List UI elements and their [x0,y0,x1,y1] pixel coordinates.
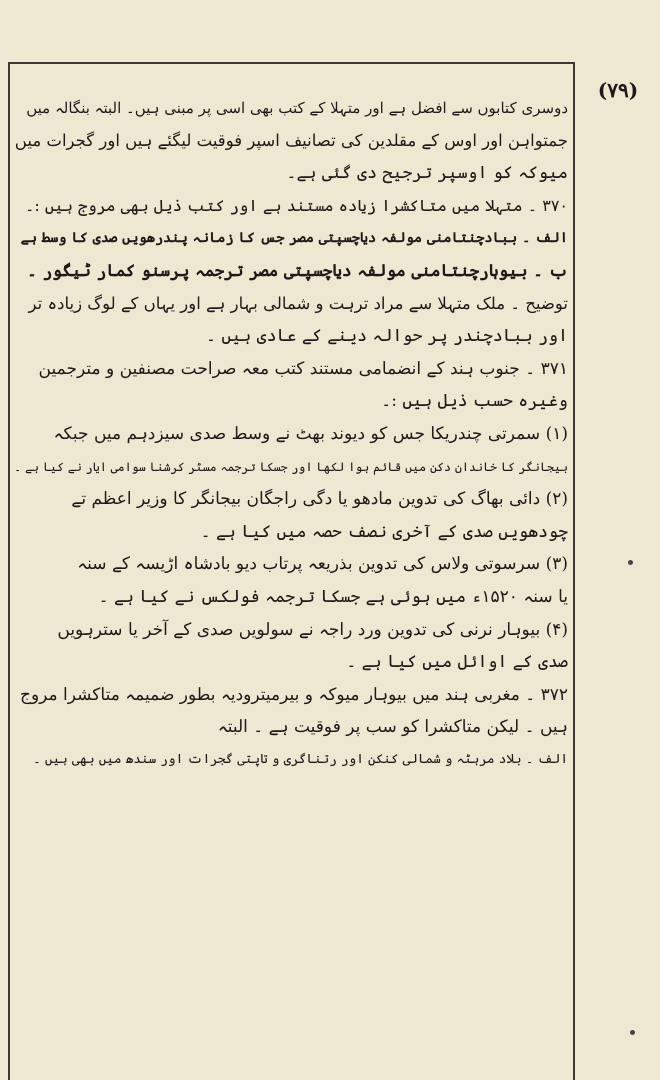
page-number: (۷۹) [597,78,639,102]
text-line: میوکہ کو اوسپر ترجیح دی گئی ہے۔ [286,163,568,184]
text-line: صدی کے اوائل میں کیا ہے ۔ [346,652,568,673]
text-line: ہیں ۔ لیکن متاکشرا کو سب پر فوقیت ہے ۔ البتہ [217,717,568,738]
text-line: ۳۷۰ ۔ متہلا میں متاکشرا زیادہ مستند ہے اور کتب ذیل بھی مروج ہیں :۔ [25,195,568,215]
text-line: ب ۔ بیوہارچنتامنی مولفہ دیاچسپتی مصر ترجمہ پرسنو کمار ٹیگور ۔ [27,260,568,280]
margin-dot [630,1030,635,1035]
text-line: ۳۷۲ ۔ مغربی ہند میں بیوہار میوکہ و بیرمیترودیہ بطور ضمیمہ متاکشرا مروج [19,684,568,705]
text-line: اور ببادچندر پر حوالہ دینے کے عادی ہیں ۔ [206,326,568,347]
text-line: (۳) سرسوتی ولاس کی تدوین بذریعہ پرتاب دیو بادشاہ اڑیسہ کے سنہ [77,554,568,575]
body-text [14,92,568,776]
text-line: وغیرہ حسب ذیل ہیں :۔ [381,391,568,412]
text-line: (۱) سمرتی چندریکا جس کو دیوند بھٹ نے وسط صدی سیزدہم میں جبکہ [53,423,568,444]
margin-divider-rule [573,62,575,1080]
margin-dot [628,560,633,565]
text-line: توضیح ۔ ملک متہلا سے مراد ترہت و شمالی بہار ہے اور یہاں کے لوگ زیادہ تر [28,293,568,313]
text-line: چودھویں صدی کے آخری نصف حصہ میں کیا ہے ۔ [200,521,568,542]
text-line: جمتواہن اور اوس کے مقلدین کی تصانیف اسپر فوقیت لیگئے ہیں اور گجرات میں [14,130,568,150]
text-line: یا سنہ ۱۵۲۰ء میں ہوئی ہے جسکا ترجمہ فولکس نے کیا ہے ۔ [98,586,568,607]
text-line: الف ۔ ببادچنتامنی مولفہ دیاچسپتی مصر جس کا زمانہ پندرھویں صدی کا وسط ہے [20,230,568,247]
text-line: ۳۷۱ ۔ جنوب ہند کے انضمامی مستند کتب معہ صراحت مصنفین و مترجمین [38,358,568,379]
text-line: (۲) دائی بھاگ کی تدوین مادھو یا دگی راجگان بیجانگر کا وزیر اعظم تے [71,489,568,510]
left-border-rule [8,62,10,1080]
text-line: بیجانگر کا خاندان دکن میں قائم ہوا لکھا اور جسکا ترجمہ مسٹر کرشنا سوامی ایار نے کیا ہے ۔ [14,459,568,474]
text-line: دوسری کتابوں سے افضل ہے اور متہلا کے کتب بھی اسی پر مبنی ہیں۔ البتہ بنگالہ میں [26,99,568,117]
text-line: (۴) بیوہار نرنی کی تدوین ورد راجہ نے سولویں صدی کے آخر یا سترہویں [57,619,568,640]
top-border-rule [8,62,575,64]
text-line: الف ۔ بلاد مرہٹہ و شمالی کنکن اور رتناگری و تاپتی گجرات اور سندھ میں بھی ہیں ۔ [33,751,568,767]
